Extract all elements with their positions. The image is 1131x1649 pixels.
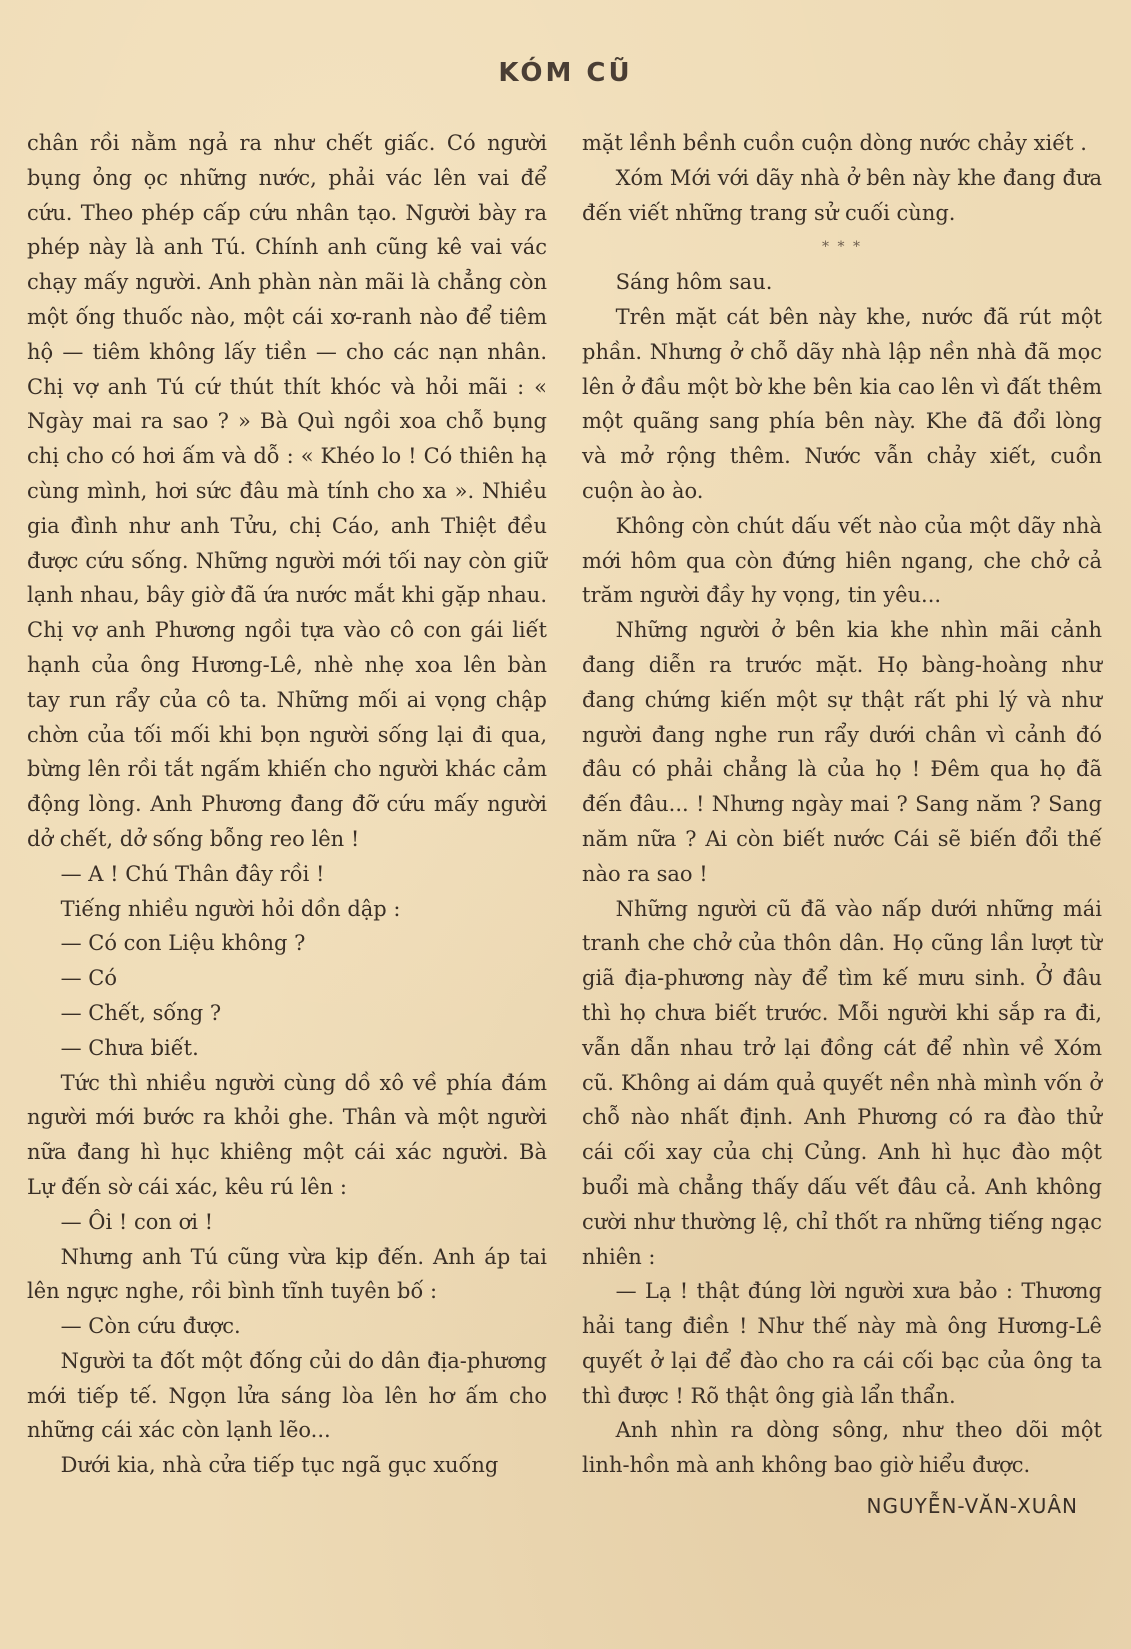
dialogue-line: — Có con Liệu không ? [60,931,306,956]
paragraph: mặt lềnh bềnh cuồn cuộn dòng nước chảy xiết . [582,131,1087,155]
running-title: KÓM CŨ [498,58,633,88]
dialogue-line: — Có [60,966,117,991]
left-text-column [27,126,547,1483]
dialogue-line: — Chết, sống ? [60,1000,222,1025]
paragraph: Những người cũ đã vào nấp dưới những mái tranh che chở của thôn dân. Họ cũng lần lượt từ giã địa-phương này để tìm kế mưu sinh. Ở đâu thì họ chưa biết trước. Mỗi người khi sắp ra đi, vẫn dẫn nhau trở lại đồng cát để nhìn về Xóm cũ. Không ai dám quả quyết nền nhà mình vốn ở chỗ nào nhất định. Anh Phương có ra đào thử cái cối xay của chị Củng. Anh hì hục đào một buổi mà chẳng thấy dấu vết đâu cả. Anh không cười như thường lệ, chỉ thốt ra những tiếng ngạc nhiên : [582,896,1102,1269]
right-text-column [582,126,1102,1524]
dialogue-line: — Còn cứu được. [60,1314,241,1339]
section-separator: * * * [822,239,862,256]
paragraph: Không còn chút dấu vết nào của một dãy nhà mới hôm qua còn đứng hiên ngang, che chở cả trăm người đầy hy vọng, tin yêu... [582,513,1102,608]
paragraph: Anh nhìn ra dòng sông, như theo dõi một linh-hồn mà anh không bao giờ hiểu được. [582,1418,1102,1478]
dialogue-line: Tiếng nhiều người hỏi dồn dập : [60,896,401,921]
paragraph: Những người ở bên kia khe nhìn mãi cảnh đang diễn ra trước mặt. Họ bàng-hoàng như đang chứng kiến một sự thật rất phi lý và như người đang nghe run rẩy dưới chân vì cảnh đó đâu có phải chẳng là của họ ! Đêm qua họ đã đến đâu... ! Nhưng ngày mai ? Sang năm ? Sang năm nữa ? Ai còn biết nước Cái sẽ biến đổi thế nào ra sao ! [582,618,1102,886]
dialogue-line: — Chưa biết. [60,1035,199,1060]
paragraph: chân rồi nằm ngả ra như chết giấc. Có người bụng ỏng ọc những nước, phải vác lên vai để cứu. Theo phép cấp cứu nhân tạo. Người bày ra phép này là anh Tú. Chính anh cũng kê vai vác chạy mấy người. Anh phàn nàn mãi là chẳng còn một ống thuốc nào, một cái xơ-ranh nào để tiêm hộ — tiêm không lấy tiền — cho các nạn nhân. Chị vợ anh Tú cứ thút thít khóc và hỏi mãi : « Ngày mai ra sao ? » Bà Quì ngồi xoa chỗ bụng chị cho có hơi ấm và dỗ : « Khéo lo ! Có thiên hạ cùng mình, hơi sức đâu mà tính cho xa ». Nhiều gia đình như anh Tửu, chị Cáo, anh Thiệt đều được cứu sống. Những người mới tối nay còn giữ lạnh nhau, bây giờ đã ứa nước mắt khi gặp nhau. Chị vợ anh Phương ngồi tựa vào cô con gái liết hạnh của ông Hương-Lê, nhè nhẹ xoa lên bàn tay run rẩy của cô ta. Những mối ai vọng chập chờn của tối mối khi bọn người sống lại đi qua, bừng lên rồi tắt ngấm khiến cho người khác cảm động lòng. Anh Phương đang đỡ cứu mấy người dở chết, dở sống bỗng reo lên ! [27,131,547,851]
paragraph: Tức thì nhiều người cùng dồ xô về phía đám người mới bước ra khỏi ghe. Thân và một người nữa đang hì hục khiêng một cái xác người. Bà Lự đến sờ cái xác, kêu rú lên : [27,1070,547,1199]
paragraph: Người ta đốt một đống củi do dân địa-phương mới tiếp tế. Ngọn lửa sáng lòa lên hơ ấm cho những cái xác còn lạnh lẽo... [27,1348,547,1443]
paragraph: Xóm Mới với dãy nhà ở bên này khe đang đưa đến viết những trang sử cuối cùng. [582,165,1102,225]
paragraph: Trên mặt cát bên này khe, nước đã rút một phần. Nhưng ở chỗ dãy nhà lập nền nhà đã mọc lên ở đầu một bờ khe bên kia cao lên vì đất thêm một quãng sang phía bên này. Khe đã đổi lòng và mở rộng thêm. Nước vẫn chảy xiết, cuồn cuộn ào ào. [582,304,1102,503]
paragraph: Sáng hôm sau. [615,270,773,295]
author-signature: NGUYỄN-VĂN-XUÂN [866,1494,1078,1519]
paragraph: Dưới kia, nhà cửa tiếp tục ngã gục xuống [60,1453,499,1478]
dialogue-line: — Lạ ! thật đúng lời người xưa bảo : Thương hải tang điền ! Như thế này mà ông Hương-Lê quyết ở lại để đào cho ra cái cối bạc của ông ta thì được ! Rõ thật ông già lẩn thẩn. [582,1279,1102,1408]
paragraph: Nhưng anh Tú cũng vừa kịp đến. Anh áp tai lên ngực nghe, rồi bình tĩnh tuyên bố : [27,1244,547,1304]
dialogue-line: — Ôi ! con ơi ! [60,1209,214,1234]
dialogue-line: — A ! Chú Thân đây rồi ! [60,861,325,886]
